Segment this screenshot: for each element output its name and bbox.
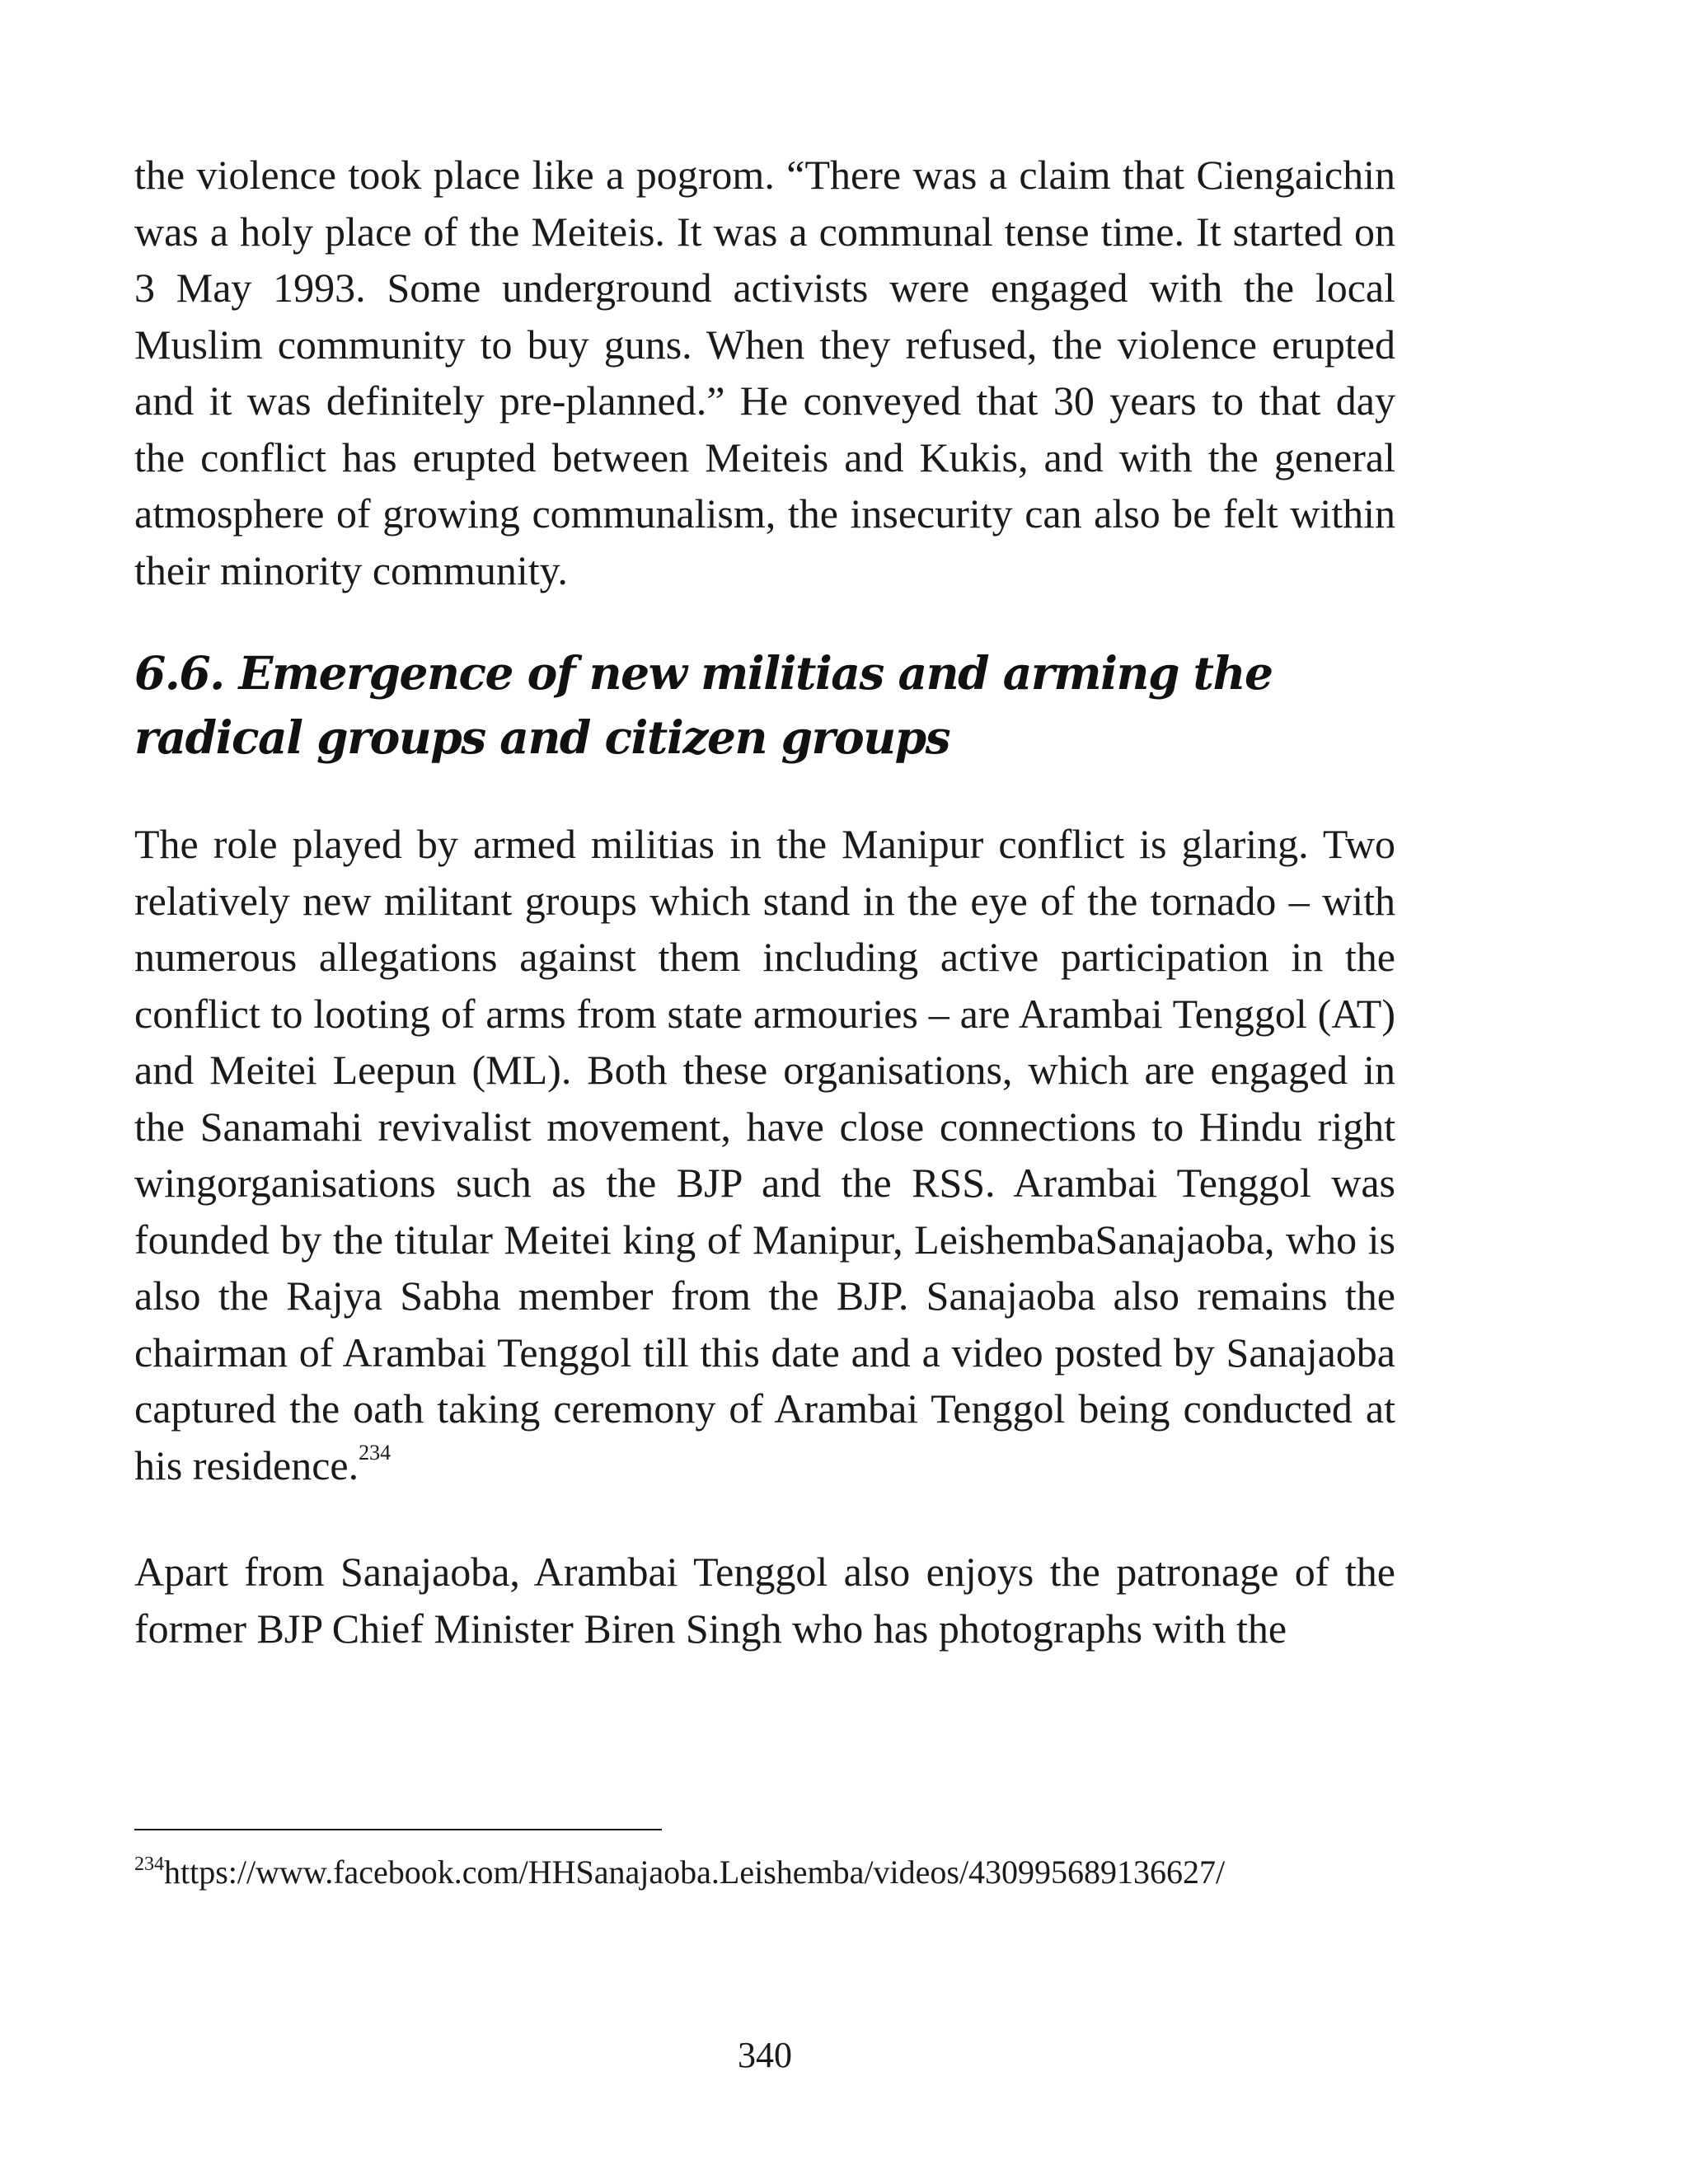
footnote-number: 234 xyxy=(134,1854,164,1875)
footnote-separator xyxy=(134,1829,662,1830)
section-heading: 6.6. Emergence of new militias and arming the radical groups and citizen groups xyxy=(134,646,1273,764)
body-paragraph: the violence took place like a pogrom. “There was a claim that Ciengaichin was a holy place of the Meiteis. It was a communal tense time. It started on 3 May 1993. Some underground activists were engaged with the local Muslim community to buy guns. When they refused, the violence erupted and it was definitely pre-planned.” He conveyed that 30 years to that day the conflict has erupted between Meiteis and Kukis, and with the general atmosphere of growing communalism, the insecurity can also be felt within their minority community. xyxy=(134,152,1395,593)
footnote-link[interactable]: https://www.facebook.com/HHSanajaoba.Leishemba/videos/430995689136627/ xyxy=(164,1854,1226,1891)
page-number: 340 xyxy=(738,2035,792,2075)
body-paragraph: Apart from Sanajaoba, Arambai Tenggol also enjoys the patronage of the former BJP Chief Minister Biren Singh who has photographs with the xyxy=(134,1549,1395,1652)
footnote xyxy=(134,1852,1395,1893)
footnote-reference[interactable]: 234 xyxy=(359,1440,392,1465)
body-paragraph xyxy=(134,816,1395,1493)
body-paragraph-text: The role played by armed militias in the Manipur conflict is glaring. Two relatively new militant groups which stand in the eye of the tornado – with numerous allegations against them including active participation in the conflict to looting of arms from state armouries – are Arambai Tenggol (AT) and Meitei Leepun (ML). Both these organisations, which are engaged in the Sanamahi revivalist movement, have close connections to Hindu right wingorganisations such as the BJP and the RSS. Arambai Tenggol was founded by the titular Meitei king of Manipur, LeishembaSanajaoba, who is also the Rajya Sabha member from the BJP. Sanajaoba also remains the chairman of Arambai Tenggol till this date and a video posted by Sanajaoba captured the oath taking ceremony of Arambai Tenggol being conducted at his residence. xyxy=(134,821,1395,1488)
